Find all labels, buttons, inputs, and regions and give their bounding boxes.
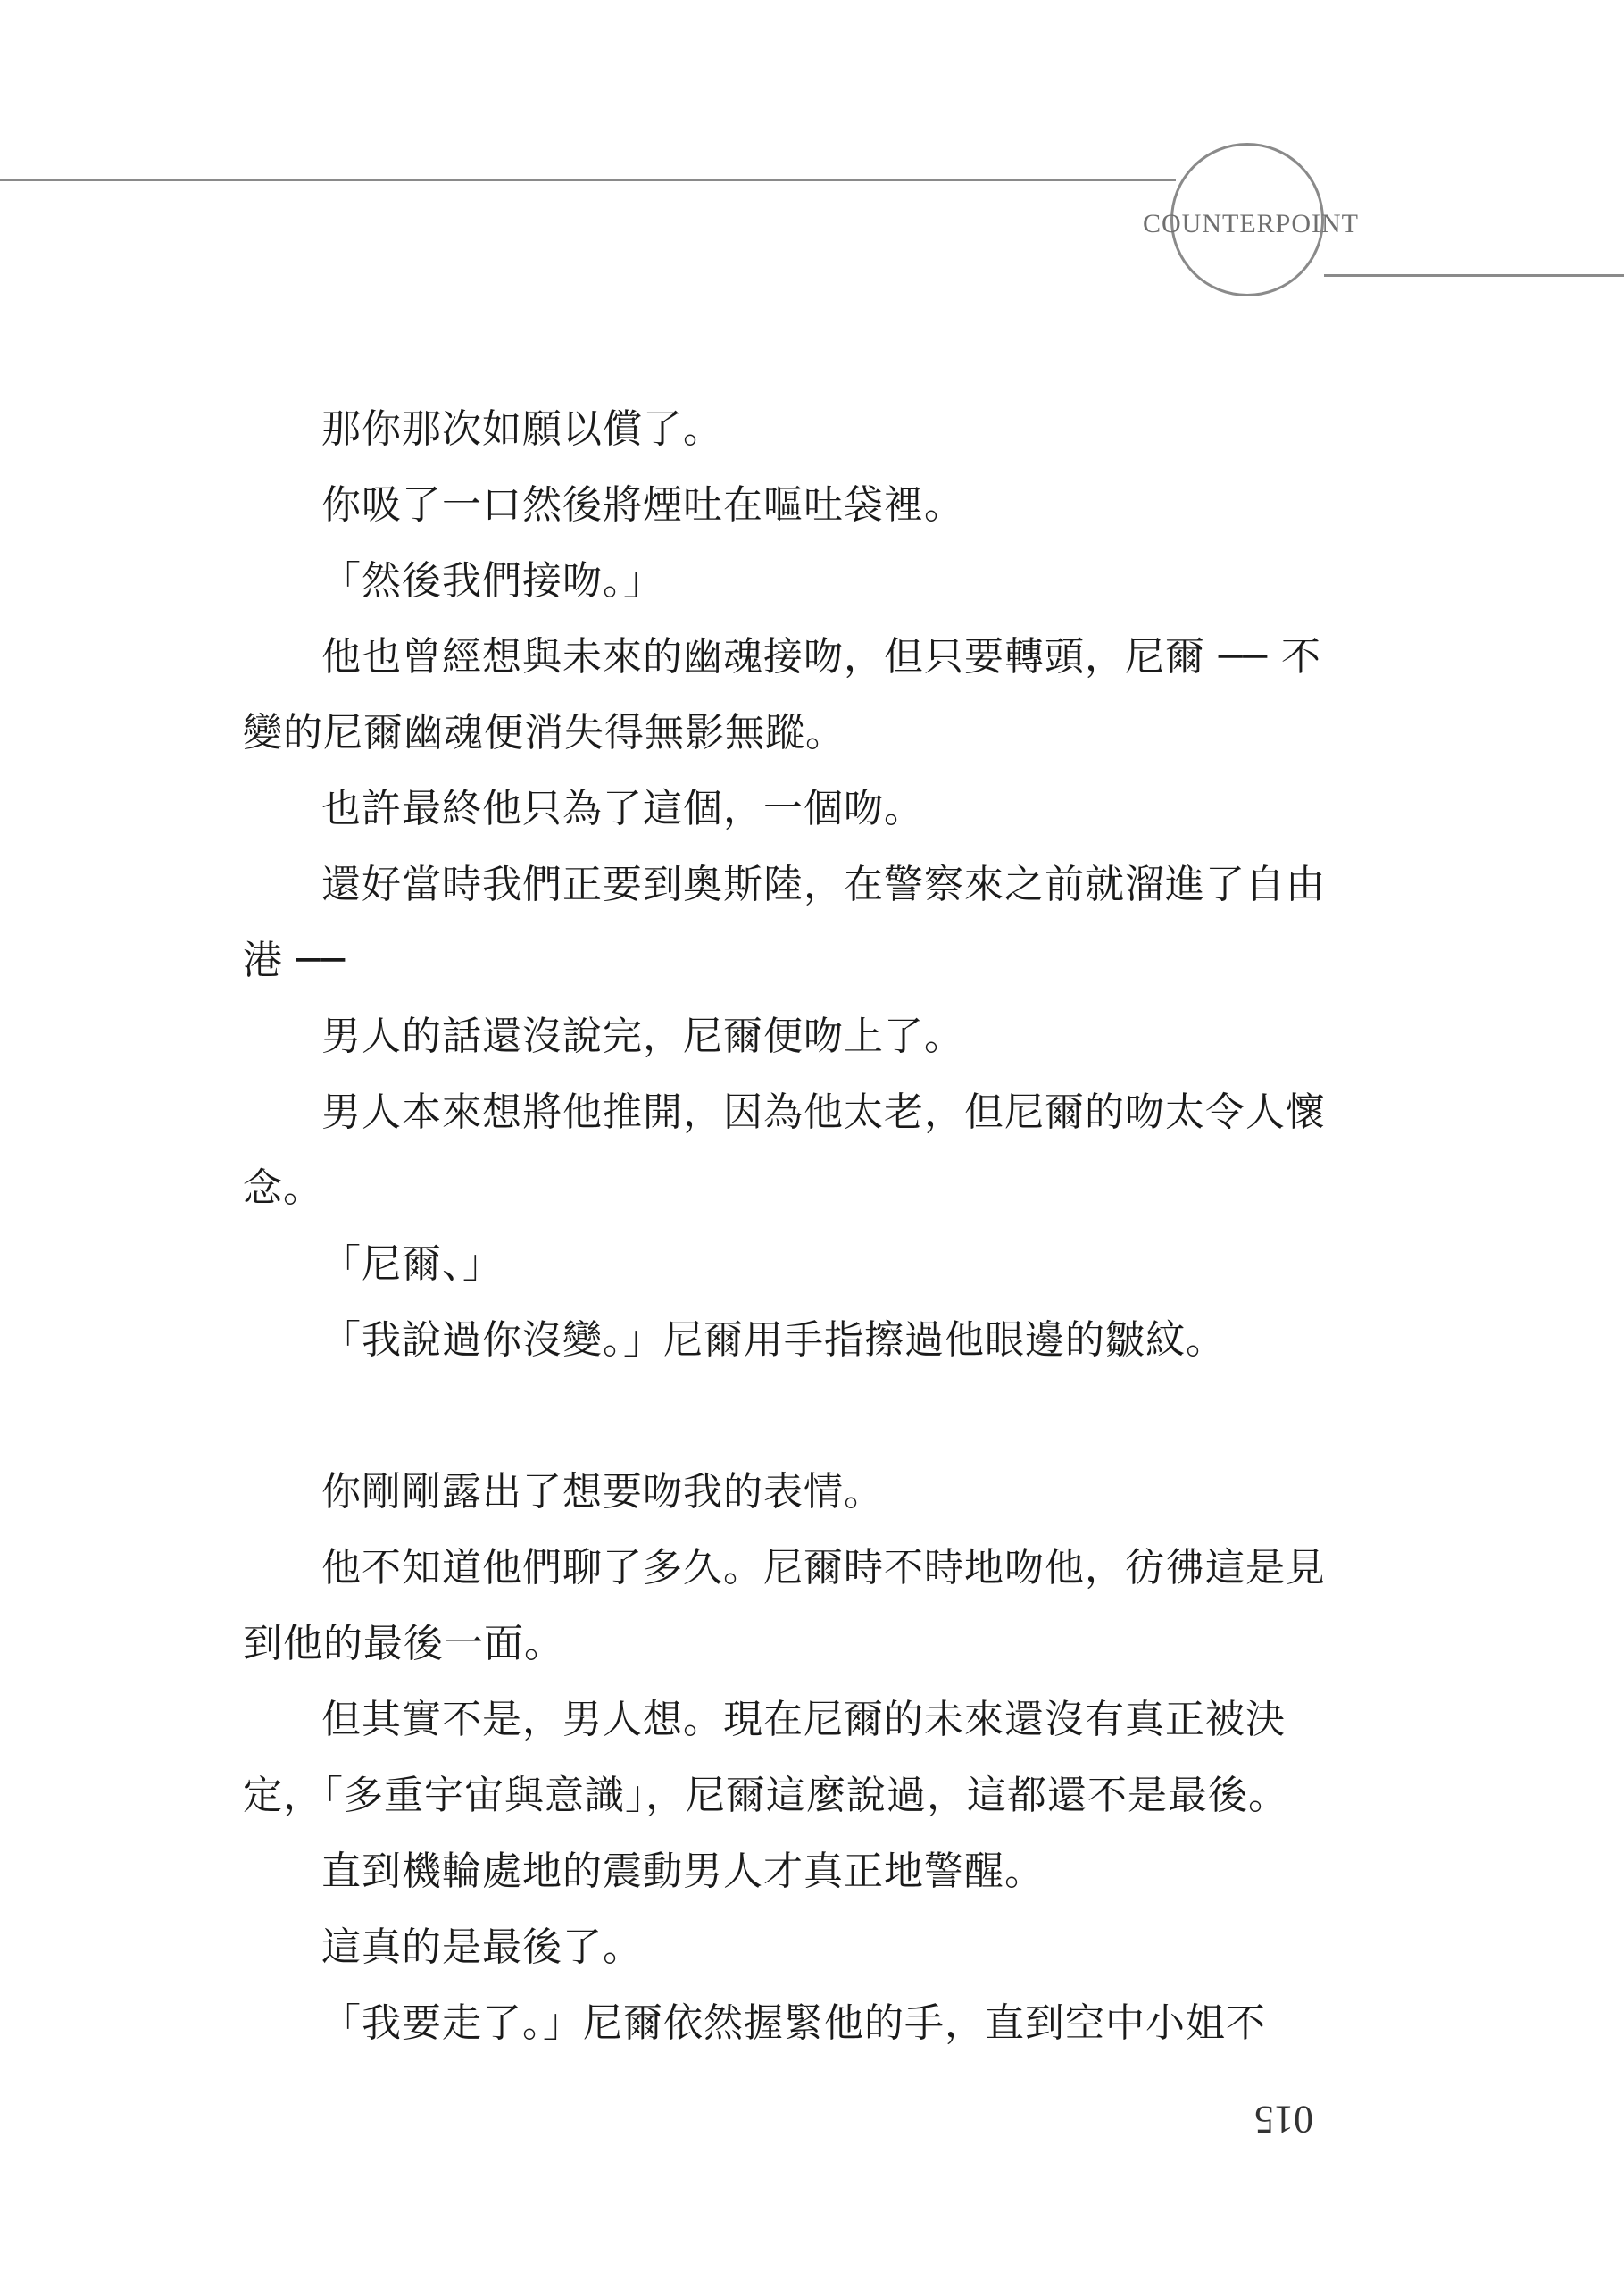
paragraph: 你剛剛露出了想要吻我的表情。 — [321, 1469, 884, 1515]
paragraph: 「我要走了。」尼爾依然握緊他的手，直到空中小姐不 — [321, 2000, 1266, 2046]
paragraph: 但其實不是，男人想。現在尼爾的未來還沒有真正被決定，「多重宇宙與意識」，尼爾這麼說過，這都還不是最後。 — [243, 1697, 1288, 1818]
paragraph: 「然後我們接吻。」 — [321, 558, 663, 604]
body-text — [243, 391, 1337, 2061]
paragraph: 他不知道他們聊了多久。尼爾時不時地吻他，彷彿這是見到他的最後一面。 — [243, 1545, 1326, 1666]
paragraph: 「尼爾、」 — [321, 1241, 503, 1287]
header-rule-right — [1324, 274, 1624, 277]
paragraph: 「我說過你沒變。」尼爾用手指擦過他眼邊的皺紋。 — [321, 1317, 1226, 1363]
paragraph: 直到機輪處地的震動男人才真正地警醒。 — [321, 1849, 1045, 1894]
paragraph: 男人的話還沒說完，尼爾便吻上了。 — [321, 1014, 964, 1059]
page-number: 015 — [1254, 2098, 1313, 2141]
paragraph: 你吸了一口然後將煙吐在嘔吐袋裡。 — [321, 482, 964, 528]
header-rule-left — [0, 179, 1176, 181]
running-header-title: COUNTERPOINT — [1143, 209, 1359, 238]
paragraph: 那你那次如願以償了。 — [321, 406, 723, 452]
paragraph: 男人本來想將他推開，因為他太老，但尼爾的吻太令人懷念。 — [243, 1089, 1326, 1211]
paragraph: 還好當時我們正要到奧斯陸，在警察來之前就溜進了自由港 ── — [243, 862, 1326, 983]
paragraph: 他也曾經想與未來的幽魂接吻，但只要轉頭，尼爾 ── 不變的尼爾幽魂便消失得無影無蹤。 — [243, 634, 1321, 755]
paragraph: 也許最終他只為了這個，一個吻。 — [321, 786, 924, 831]
paragraph: 這真的是最後了。 — [321, 1924, 643, 1970]
